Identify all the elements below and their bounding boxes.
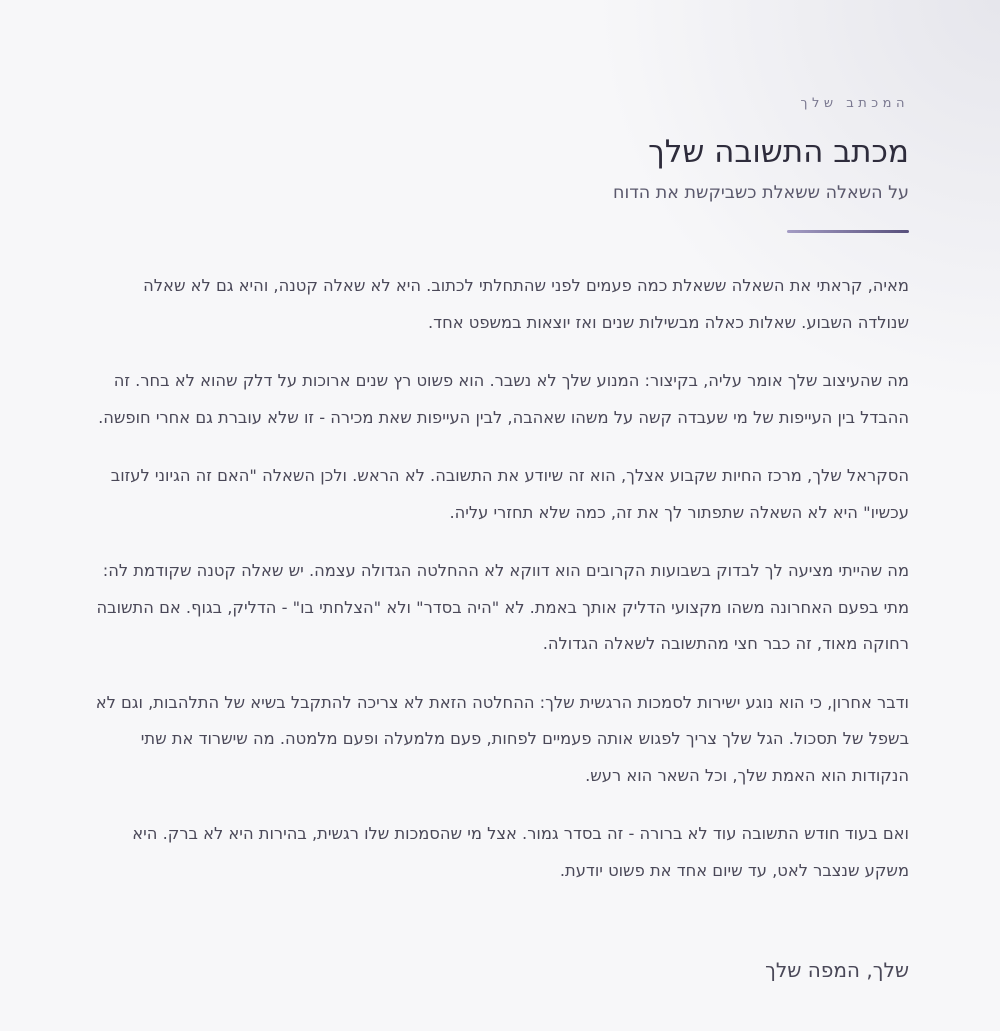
paragraph-5: ודבר אחרון, כי הוא נוגע ישירות לסמכות הרגשית שלך: ההחלטה הזאת לא צריכה להתקבל בשיא של התלהבות, וגם לא בשפל של תסכול. הגל שלך צריך לפגוש אותה פעמיים לפחות, פעם מלמעלה ופעם מלמטה. מה שישרוד את שתי הנקודות הוא האמת שלך, וכל השאר הוא רעש. [95, 692, 909, 785]
paragraph-2: מה שהעיצוב שלך אומר עליה, בקיצור: המנוע שלך לא נשבר. הוא פשוט רץ שנים ארוכות על דלק שהוא לא בחר. זה ההבדל בין העייפות של מי שעבדה קשה על משהו שאהבה, לבין העייפות שאת מכירה - זו שלא עוברת גם אחרי חופשה. [98, 371, 909, 427]
page-title: מכתב התשובה שלך [648, 134, 909, 170]
page-subtitle: על השאלה ששאלת כשביקשת את הדוח [613, 183, 909, 203]
paragraph-3: הסקראל שלך, מרכז החיות שקבוע אצלך, הוא זה שיודע את התשובה. לא הראש. ולכן השאלה "האם זה הגיוני לעזוב עכשיו" היא לא השאלה שתפתור לך את זה, כמה שלא תחזרי עליה. [110, 466, 909, 522]
paragraph-6: ואם בעוד חודש התשובה עוד לא ברורה - זה בסדר גמור. אצל מי שהסמכות שלו רגשית, בהירות היא לא ברק. היא משקע שנצבר לאט, עד שיום אחד את פשוט יודעת. [132, 824, 909, 880]
paragraph-1: מאיה, קראתי את השאלה ששאלת כמה פעמים לפני שהתחלתי לכתוב. היא לא שאלה קטנה, והיא גם לא שאלה שנולדה השבוע. שאלות כאלה מבשילות שנים ואז יוצאות במשפט אחד. [143, 276, 909, 332]
paragraph-4: מה שהייתי מציעה לך לבדוק בשבועות הקרובים הוא דווקא לא ההחלטה הגדולה עצמה. יש שאלה קטנה שקודמת לה: מתי בפעם האחרונה משהו מקצועי הדליק אותך באמת. לא "היה בסדר" ולא "הצלחתי בו" - הדליק, בגוף. אם התשובה רחוקה מאוד, זה כבר חצי מהתשובה לשאלה הגדולה. [96, 561, 909, 653]
eyebrow-label: המכתב שלך [800, 96, 909, 111]
letter-body [90, 268, 909, 911]
accent-divider [787, 230, 909, 233]
signoff: שלך, המפה שלך [765, 958, 909, 982]
